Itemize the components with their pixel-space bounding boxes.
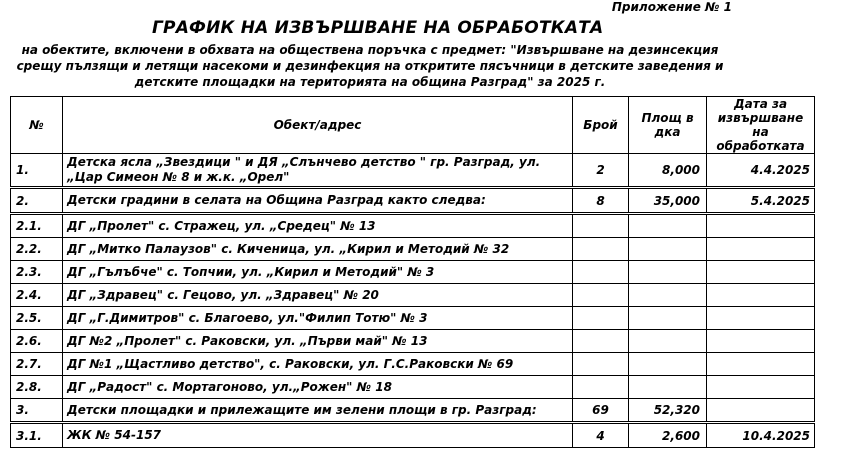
row-object: ДГ „Здравец" с. Гецово, ул. „Здравец" № 20 bbox=[63, 284, 573, 307]
row-date bbox=[707, 399, 815, 423]
row-area bbox=[629, 238, 707, 261]
row-date bbox=[707, 238, 815, 261]
row-area bbox=[629, 307, 707, 330]
row-object: Детски площадки и прилежащите им зелени площи в гр. Разград: bbox=[63, 399, 573, 423]
row-no: 2.6. bbox=[11, 330, 63, 353]
row-object: ДГ №1 „Щастливо детство", с. Раковски, ул. Г.С.Раковски № 69 bbox=[63, 353, 573, 376]
row-area bbox=[629, 261, 707, 284]
row-area: 2,600 bbox=[629, 423, 707, 448]
row-date: 5.4.2025 bbox=[707, 188, 815, 214]
row-no: 2.2. bbox=[11, 238, 63, 261]
row-area bbox=[629, 376, 707, 399]
table-row bbox=[11, 188, 815, 214]
table-row bbox=[11, 154, 815, 188]
schedule-table bbox=[10, 96, 815, 448]
annex-label: Приложение № 1 bbox=[611, 0, 732, 14]
table-row bbox=[11, 423, 815, 448]
row-object: Детска ясла „Звездици " и ДЯ „Слънчево детство " гр. Разград, ул. „Цар Симеон № 8 и ж.к. „Орел" bbox=[63, 154, 573, 188]
row-object: ДГ „Пролет" с. Стражец, ул. „Средец" № 13 bbox=[63, 214, 573, 238]
row-no: 2.7. bbox=[11, 353, 63, 376]
page-subtitle: на обектите, включени в обхвата на обществена поръчка с предмет: "Извършване на дезинсекция срещу пълзящи и летящи насекоми и дезинфекция на откритите пясъчници в детските заведения и детските площадки на територията на община Разград" за 2025 г. bbox=[16, 43, 724, 89]
table-row bbox=[11, 307, 815, 330]
row-count bbox=[573, 284, 629, 307]
row-no: 1. bbox=[11, 154, 63, 188]
row-no: 2.3. bbox=[11, 261, 63, 284]
row-object: ДГ „Радост" с. Мортагоново, ул.„Рожен" № 18 bbox=[63, 376, 573, 399]
table-row bbox=[11, 214, 815, 238]
row-area bbox=[629, 353, 707, 376]
row-count: 2 bbox=[573, 154, 629, 188]
row-count bbox=[573, 353, 629, 376]
row-date bbox=[707, 307, 815, 330]
row-object: ДГ „Гълъбче" с. Топчии, ул. „Кирил и Методий" № 3 bbox=[63, 261, 573, 284]
row-date bbox=[707, 353, 815, 376]
row-no: 3.1. bbox=[11, 423, 63, 448]
row-count bbox=[573, 238, 629, 261]
row-count bbox=[573, 214, 629, 238]
row-area bbox=[629, 330, 707, 353]
page-title: ГРАФИК НА ИЗВЪРШВАНЕ НА ОБРАБОТКАТА bbox=[152, 18, 604, 38]
row-date: 4.4.2025 bbox=[707, 154, 815, 188]
row-no: 2.1. bbox=[11, 214, 63, 238]
header-count: Брой bbox=[573, 97, 629, 154]
row-count: 4 bbox=[573, 423, 629, 448]
row-object: ДГ №2 „Пролет" с. Раковски, ул. „Първи май" № 13 bbox=[63, 330, 573, 353]
row-no: 2.8. bbox=[11, 376, 63, 399]
header-no: № bbox=[11, 97, 63, 154]
row-count bbox=[573, 261, 629, 284]
row-object: ДГ „Г.Димитров" с. Благоево, ул."Филип Тотю" № 3 bbox=[63, 307, 573, 330]
row-area: 8,000 bbox=[629, 154, 707, 188]
row-object: ЖК № 54-157 bbox=[63, 423, 573, 448]
row-object: ДГ „Митко Палаузов" с. Киченица, ул. „Кирил и Методий № 32 bbox=[63, 238, 573, 261]
row-area bbox=[629, 214, 707, 238]
row-date: 10.4.2025 bbox=[707, 423, 815, 448]
row-area bbox=[629, 284, 707, 307]
row-date bbox=[707, 284, 815, 307]
row-date bbox=[707, 376, 815, 399]
table-row bbox=[11, 330, 815, 353]
row-no: 2.5. bbox=[11, 307, 63, 330]
row-object: Детски градини в селата на Община Разград както следва: bbox=[63, 188, 573, 214]
row-count bbox=[573, 307, 629, 330]
row-date bbox=[707, 214, 815, 238]
row-no: 2.4. bbox=[11, 284, 63, 307]
header-date: Дата за извършване на обработката bbox=[707, 97, 815, 154]
row-count: 8 bbox=[573, 188, 629, 214]
row-date bbox=[707, 261, 815, 284]
table-row bbox=[11, 353, 815, 376]
table-row bbox=[11, 238, 815, 261]
row-area: 35,000 bbox=[629, 188, 707, 214]
row-area: 52,320 bbox=[629, 399, 707, 423]
table-row bbox=[11, 399, 815, 423]
row-no: 2. bbox=[11, 188, 63, 214]
row-count bbox=[573, 376, 629, 399]
row-count bbox=[573, 330, 629, 353]
table-row bbox=[11, 261, 815, 284]
row-count: 69 bbox=[573, 399, 629, 423]
row-date bbox=[707, 330, 815, 353]
header-object: Обект/адрес bbox=[63, 97, 573, 154]
table-row bbox=[11, 284, 815, 307]
row-no: 3. bbox=[11, 399, 63, 423]
header-area: Площ в дка bbox=[629, 97, 707, 154]
table-row bbox=[11, 376, 815, 399]
